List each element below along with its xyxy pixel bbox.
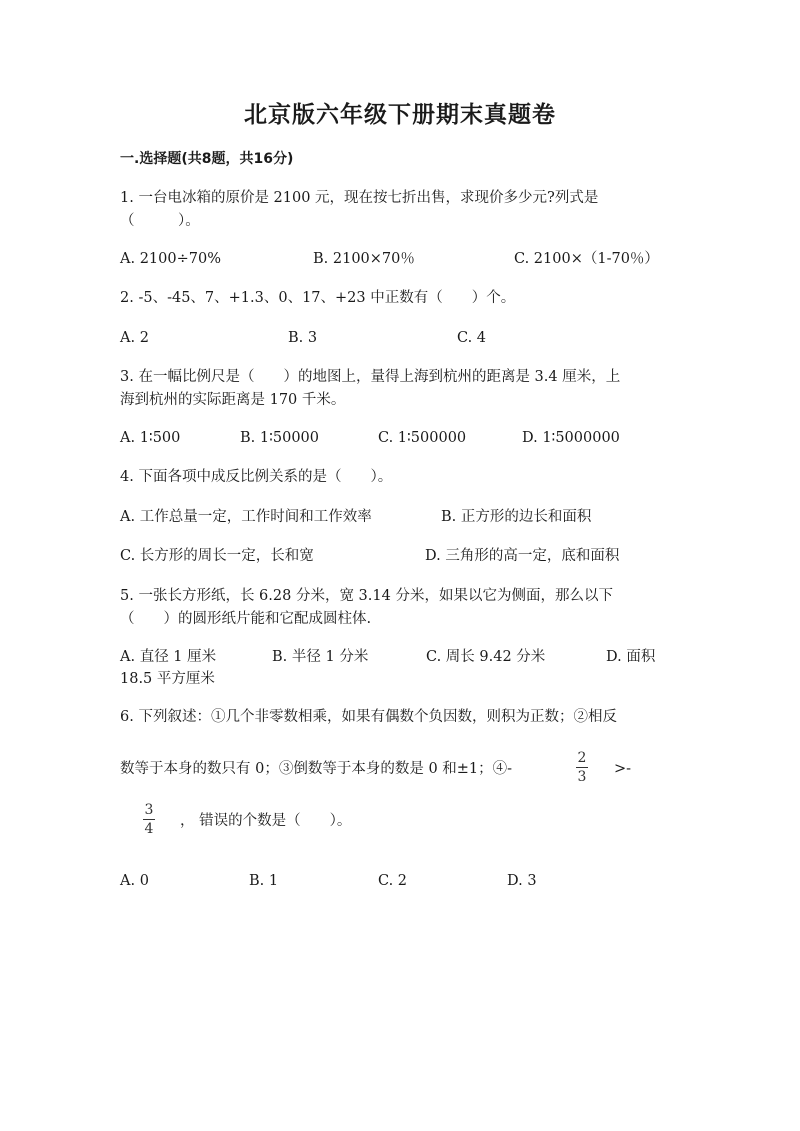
question-1-blank: （ ）。	[120, 213, 200, 229]
question-2-text: 2. -5、-45、7、+1.3、0、17、+23 中正数有（ ）个。	[120, 290, 516, 306]
question-6-text: 6. 下列叙述：①几个非零数相乘，如果有偶数个负因数，则积为正数；②相反	[120, 709, 617, 725]
fraction-denominator: 4	[144, 821, 154, 837]
q1-option-a[interactable]: A. 2100÷70%	[120, 251, 221, 267]
q5-option-c[interactable]: C. 周长 9.42 分米	[426, 649, 546, 665]
q6-option-b[interactable]: B. 1	[249, 873, 279, 889]
fraction-two-thirds	[576, 750, 588, 785]
fraction-bar	[576, 767, 588, 768]
fraction-bar	[143, 819, 155, 820]
q5-option-d-cont: 18.5 平方厘米	[120, 671, 215, 687]
question-4-text: 4. 下面各项中成反比例关系的是（ ）。	[120, 469, 393, 485]
q5-option-a[interactable]: A. 直径 1 厘米	[120, 649, 217, 665]
page-title: 北京版六年级下册期末真题卷	[244, 102, 556, 128]
greater-than-sign: >-	[614, 761, 632, 777]
q2-option-c[interactable]: C. 4	[457, 330, 487, 346]
fraction-numerator: 3	[144, 802, 154, 818]
question-3-text-cont: 海到杭州的实际距离是 170 千米。	[120, 392, 346, 408]
fraction-numerator: 2	[577, 750, 587, 766]
question-3-text: 3. 在一幅比例尺是（ ）的地图上，量得上海到杭州的距离是 3.4 厘米，上	[120, 369, 621, 385]
q3-option-a[interactable]: A. 1∶500	[120, 430, 181, 446]
question-6-text-end: ， 错误的个数是（ ）。	[180, 813, 352, 829]
q6-option-c[interactable]: C. 2	[378, 873, 408, 889]
question-5-text: 5. 一张长方形纸，长 6.28 分米，宽 3.14 分米，如果以它为侧面，那么以下	[120, 588, 613, 604]
q3-option-b[interactable]: B. 1∶50000	[240, 430, 319, 446]
q4-option-b[interactable]: B. 正方形的边长和面积	[441, 509, 592, 525]
question-5-text-cont: （ ）的圆形纸片能和它配成圆柱体.	[120, 611, 372, 627]
q5-option-d[interactable]: D. 面积	[606, 649, 656, 665]
question-6-text-cont: 数等于本身的数只有 0；③倒数等于本身的数是 0 和±1；④-	[120, 761, 513, 777]
q2-option-a[interactable]: A. 2	[120, 330, 149, 346]
question-1-text: 1. 一台电冰箱的原价是 2100 元，现在按七折出售，求现价多少元?列式是	[120, 190, 599, 206]
q6-option-a[interactable]: A. 0	[120, 873, 149, 889]
q4-option-d[interactable]: D. 三角形的高一定，底和面积	[425, 548, 620, 564]
fraction-denominator: 3	[577, 769, 587, 785]
q1-option-c[interactable]: C. 2100×（1-70％）	[514, 251, 659, 267]
q2-option-b[interactable]: B. 3	[288, 330, 318, 346]
q4-option-c[interactable]: C. 长方形的周长一定，长和宽	[120, 548, 314, 564]
q1-option-b[interactable]: B. 2100×70％	[313, 251, 415, 267]
q3-option-d[interactable]: D. 1∶5000000	[522, 430, 620, 446]
q5-option-b[interactable]: B. 半径 1 分米	[272, 649, 369, 665]
section-heading: 一.选择题(共8题，共16分)	[120, 151, 294, 167]
q6-option-d[interactable]: D. 3	[507, 873, 537, 889]
q3-option-c[interactable]: C. 1∶500000	[378, 430, 467, 446]
q4-option-a[interactable]: A. 工作总量一定，工作时间和工作效率	[120, 509, 372, 525]
fraction-three-quarters	[143, 802, 155, 837]
